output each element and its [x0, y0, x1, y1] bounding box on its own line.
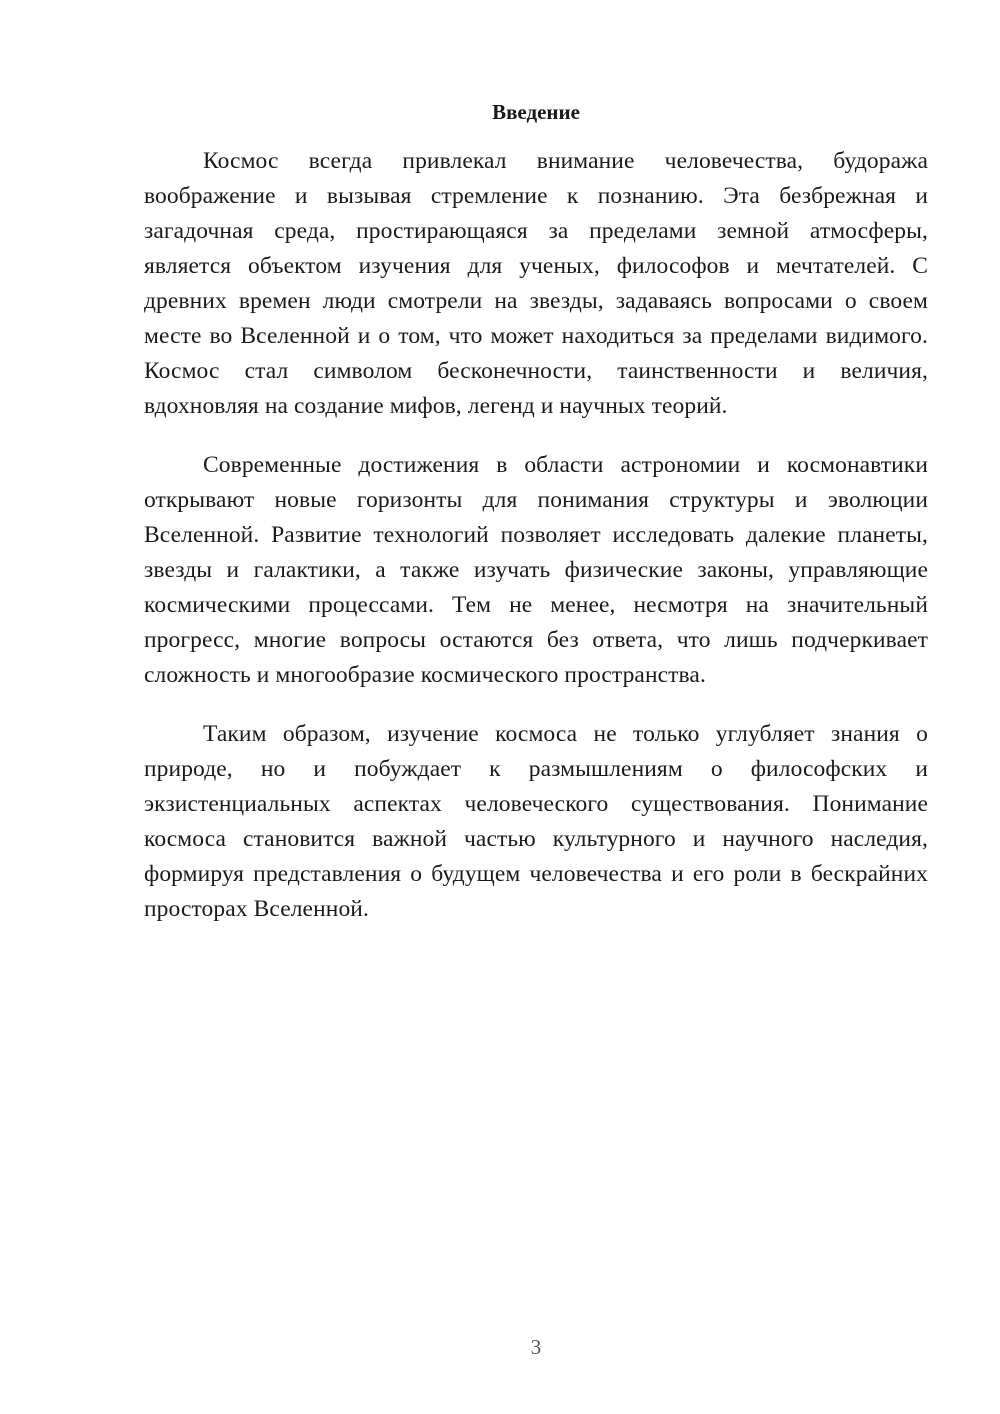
page-number: 3 [530, 1335, 542, 1359]
paragraph-2: Современные достижения в области астрономии и космонавтики открывают новые горизонты для понимания структуры и эволюции Вселенной. Развитие технологий позволяет исследовать далекие планеты, звезды и галактики, а также изучать физические законы, управляющие космическими процессами. Тем не менее, несмотря на значительный прогресс, многие вопросы остаются без ответа, что лишь подчеркивает сложность и многообразие космического пространства. [144, 452, 928, 688]
body-text [144, 144, 928, 951]
section-heading: Введение [492, 100, 580, 124]
paragraph-3: Таким образом, изучение космоса не только углубляет знания о природе, но и побуждает к размышлениям о философских и экзистенциальных аспектах человеческого существования. Понимание космоса становится важной частью культурного и научного наследия, формируя представления о будущем человечества и его роли в бескрайних просторах Вселенной. [144, 721, 928, 922]
paragraph-1: Космос всегда привлекал внимание человечества, будоража воображение и вызывая стремление к познанию. Эта безбрежная и загадочная среда, простирающаяся за пределами земной атмосферы, является объектом изучения для ученых, философов и мечтателей. С древних времен люди смотрели на звезды, задаваясь вопросами о своем месте во Вселенной и о том, что может находиться за пределами видимого. Космос стал символом бесконечности, таинственности и величия, вдохновляя на создание мифов, легенд и научных теорий. [144, 148, 928, 419]
